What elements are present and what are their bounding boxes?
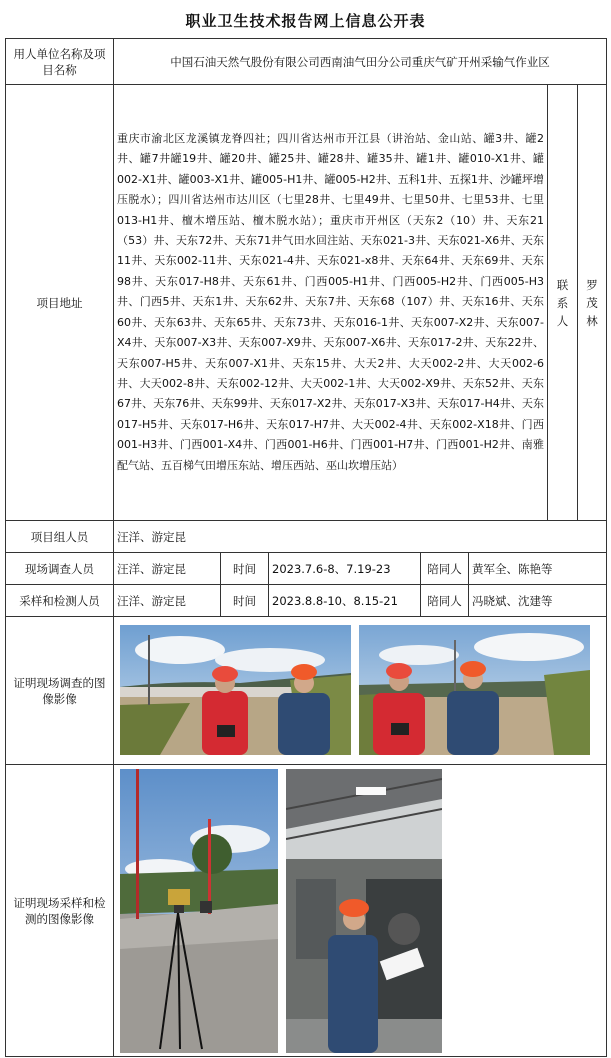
contact-label-char: 系 (556, 295, 569, 310)
sampling-time: 2023.8.8-10、8.15-21 (269, 585, 421, 617)
survey-row (6, 553, 607, 585)
sampling-images-row (6, 765, 607, 1057)
address-label: 项目地址 (6, 85, 114, 521)
survey-time: 2023.7.6-8、7.19-23 (269, 553, 421, 585)
sampling-photo-1 (120, 769, 278, 1053)
sampling-images-cell (114, 765, 607, 1057)
employer-value: 中国石油天然气股份有限公司西南油气田分公司重庆气矿开州采输气作业区 (114, 39, 607, 85)
survey-people: 汪洋、游定昆 (114, 553, 221, 585)
sampling-companion-label: 陪同人 (421, 585, 469, 617)
contact-label-char: 人 (556, 313, 569, 328)
survey-images-label: 证明现场调查的图像影像 (6, 617, 114, 765)
survey-photo-2 (359, 625, 590, 755)
contact-name-char: 罗 (586, 277, 598, 292)
sampling-time-label: 时间 (221, 585, 269, 617)
sampling-images-label: 证明现场采样和检测的图像影像 (6, 765, 114, 1057)
contact-label (548, 85, 578, 521)
sampling-people: 汪洋、游定昆 (114, 585, 221, 617)
sampling-photo-2 (286, 769, 442, 1053)
person-worker (447, 691, 499, 755)
survey-images-cell (114, 617, 607, 765)
sampling-instrument (168, 889, 190, 905)
sampling-companion: 冯晓斌、沈建等 (469, 585, 607, 617)
team-label: 项目组人员 (6, 521, 114, 553)
info-table (5, 38, 607, 1057)
contact-name-char: 林 (586, 313, 598, 328)
employer-label: 用人单位名称及项目名称 (6, 39, 114, 85)
sampling-row (6, 585, 607, 617)
team-value: 汪洋、游定昆 (114, 521, 607, 553)
address-row (6, 85, 607, 521)
survey-label: 现场调查人员 (6, 553, 114, 585)
survey-companion: 黄军全、陈艳等 (469, 553, 607, 585)
survey-images-row (6, 617, 607, 765)
survey-companion-label: 陪同人 (421, 553, 469, 585)
address-value: 重庆市渝北区龙溪镇龙脊四社；四川省达州市开江县（讲治站、金山站、罐3井、罐2井、罐7井罐19井、罐20井、罐25井、罐28井、罐35井、罐1井、罐010-X1井、罐002-X1井、罐003-X1井、罐005-H1井、罐005-H2井、五科1井、五探1井、沙罐坪增压脱水）；四川省达州市达川区（七里28井、七里49井、七里50井、七里53井、七里013-H1井、檀木增压站、檀木脱水站）；重庆市开州区（天东2（10）井、天东21（53）井、天东72井、天东71井气田水回注站、天东021-3井、天东021-X6井、天东11井、天东002-11井、天东021-4井、天东021-x8井、天东64井、天东69井、天东98井、天东017-H8井、天东61井、门西005-H1井、门西005-H2井、门西005-H3井、门西5井、天东1井、天东62井、天东7井、天东68（107）井、天东16井、天东60井、天东63井、天东65井、天东73井、天东016-1井、天东007-X2井、天东007-X4井、天东007-X3井、天东007-X9井、天东007-X6井、天东017-2井、天东22井、天东007-H5井、天东007-X1井、天东15井、大天2井、大天002-2井、大天002-6井、大天002-8井、天东002-12井、大天002-1井、大天002-X9井、天东52井、天东67井、天东76井、天东99井、天东017-X2井、天东017-X3井、天东017-H4井、天东017-H5井、天东017-H6井、天东017-H7井、大天002-4井、天东002-X18井、门西001-H3井、门西001-X4井、门西001-H6井、门西001-H7井、门西001-H2井、南雅配气站、五百梯气田增压东站、增压西站、巫山坎增压站） (114, 85, 548, 521)
team-row (6, 521, 607, 553)
contact-label-char: 联 (556, 277, 569, 292)
employer-row (6, 39, 607, 85)
person-worker (328, 935, 378, 1053)
contact-name (578, 85, 607, 521)
survey-time-label: 时间 (221, 553, 269, 585)
person-worker (202, 691, 248, 755)
survey-photo-1 (120, 625, 351, 755)
contact-name-char: 茂 (586, 295, 598, 310)
sampling-label: 采样和检测人员 (6, 585, 114, 617)
person-worker (278, 693, 330, 755)
page-title: 职业卫生技术报告网上信息公开表 (185, 12, 426, 30)
